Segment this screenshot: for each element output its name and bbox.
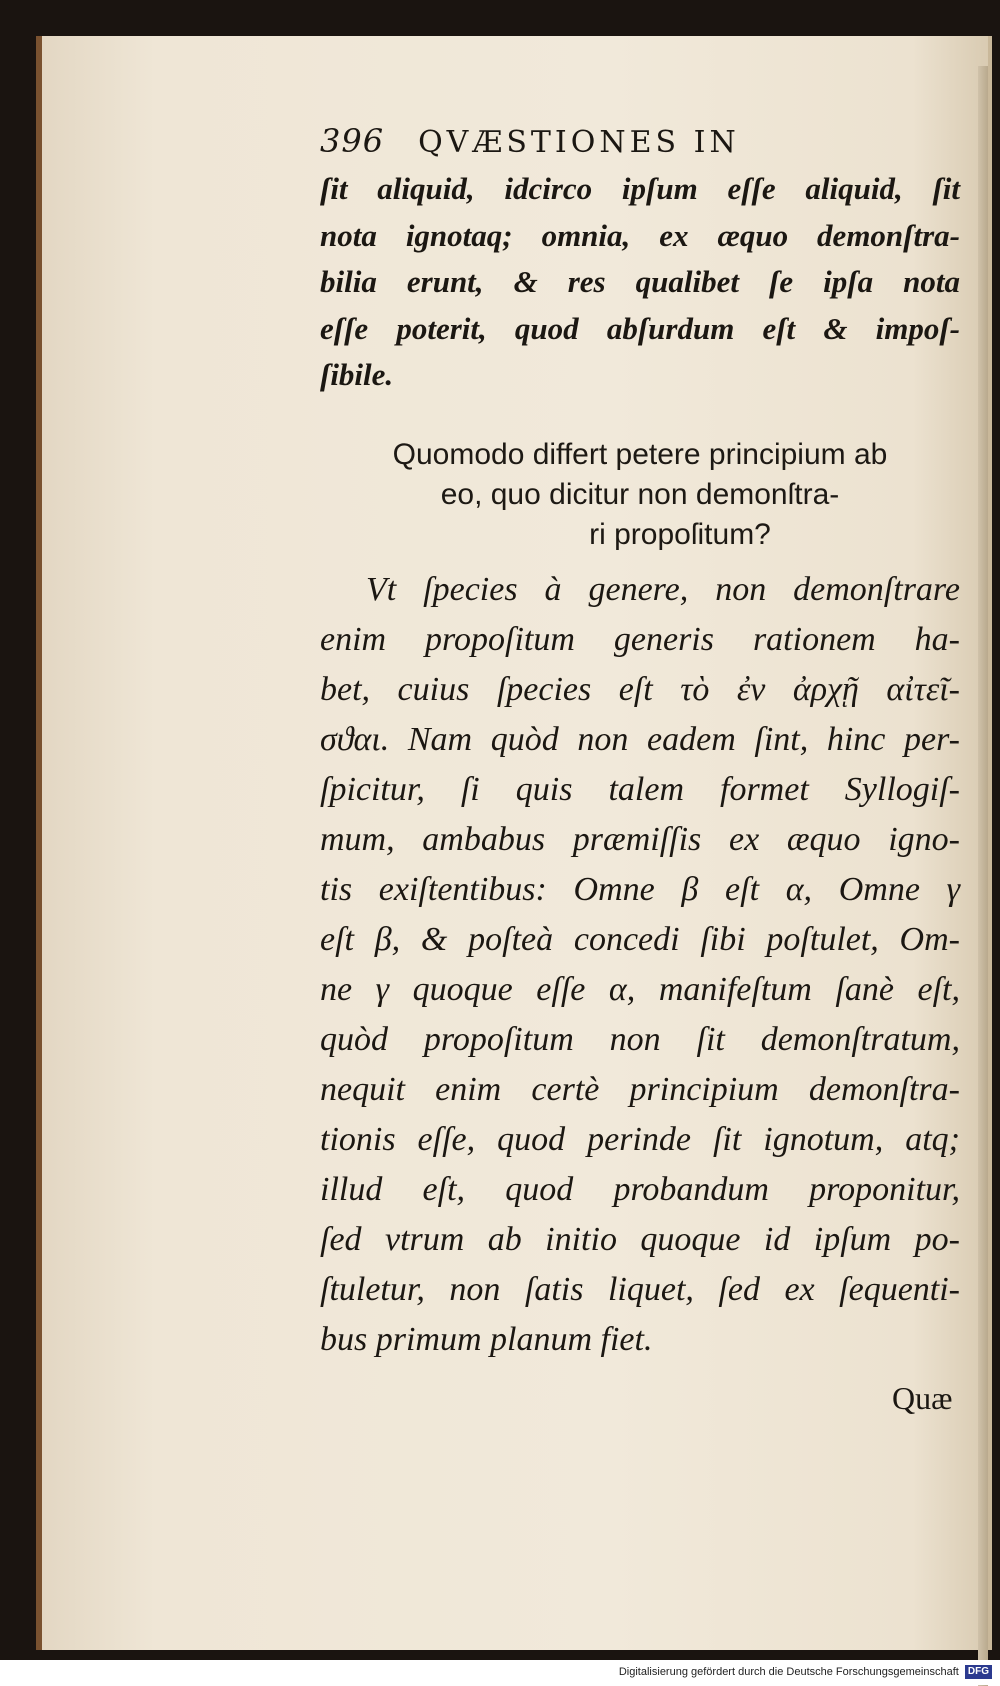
running-head xyxy=(320,122,960,166)
text-line: ſpicitur, ſi quis talem formet Syllogiſ- xyxy=(320,770,960,808)
text-line: illud eſt, quod probandum proponitur, xyxy=(320,1170,960,1208)
heading-line: ri propoſitum? xyxy=(589,517,771,551)
page-fore-edge xyxy=(978,66,988,1686)
text-line: ſtuletur, non ſatis liquet, ſed ex ſequenti- xyxy=(320,1270,960,1308)
text-line: Vt ſpecies à genere, non demonſtrare xyxy=(366,570,960,608)
digitization-footer xyxy=(0,1660,1000,1685)
dfg-logo: DFG xyxy=(965,1665,992,1679)
text-line: eſſe poterit, quod abſurdum eſt & impoſ- xyxy=(320,310,960,346)
text-line: ſibile. xyxy=(320,357,394,392)
text-line: bet, cuius ſpecies eſt τὸ ἐν ἀρχῇ αἰτεῖ- xyxy=(320,670,960,708)
heading-line: Quomodo differt petere principium ab xyxy=(392,437,888,471)
catchword: Quæ xyxy=(892,1380,953,1416)
section-heading xyxy=(320,435,960,555)
footer-credit: Digitalisierung gefördert durch die Deutsche Forschungsgemeinschaft xyxy=(618,1666,959,1678)
text-block xyxy=(320,122,960,1365)
page-number: 396 xyxy=(320,122,385,160)
text-line: ne γ quoque eſſe α, manifeſtum ſanè eſt, xyxy=(320,970,960,1008)
text-line: tis exiſtentibus: Omne β eſt α, Omne γ xyxy=(320,870,960,908)
text-line: nota ignotaq; omnia, ex æquo demonſtra- xyxy=(320,217,960,253)
text-line: ſed vtrum ab initio quoque id ipſum po- xyxy=(320,1220,960,1258)
text-line: bus primum planum fiet. xyxy=(320,1320,653,1358)
text-line: tionis eſſe, quod perinde ſit ignotum, atq; xyxy=(320,1120,960,1158)
text-line: nequit enim certè principium demonſtra- xyxy=(320,1070,960,1108)
running-title: QVÆSTIONES IN xyxy=(418,125,740,160)
heading-line: eo, quo dicitur non demonſtra- xyxy=(440,477,840,511)
text-line: σϑαι. Nam quòd non eadem ſint, hinc per- xyxy=(320,720,960,758)
opening-paragraph xyxy=(320,166,960,399)
text-line: mum, ambabus præmiſſis ex æquo igno- xyxy=(320,820,960,858)
body-paragraph xyxy=(320,565,960,1365)
text-line: enim propoſitum generis rationem ha- xyxy=(320,620,960,658)
text-line: eſt β, & poſteà concedi ſibi poſtulet, Om- xyxy=(320,920,960,958)
text-line: quòd propoſitum non ſit demonſtratum, xyxy=(320,1020,960,1058)
text-line: ſit aliquid, idcirco ipſum eſſe aliquid, ſit xyxy=(320,171,960,206)
text-line: bilia erunt, & res qualibet ſe ipſa nota xyxy=(320,264,960,299)
